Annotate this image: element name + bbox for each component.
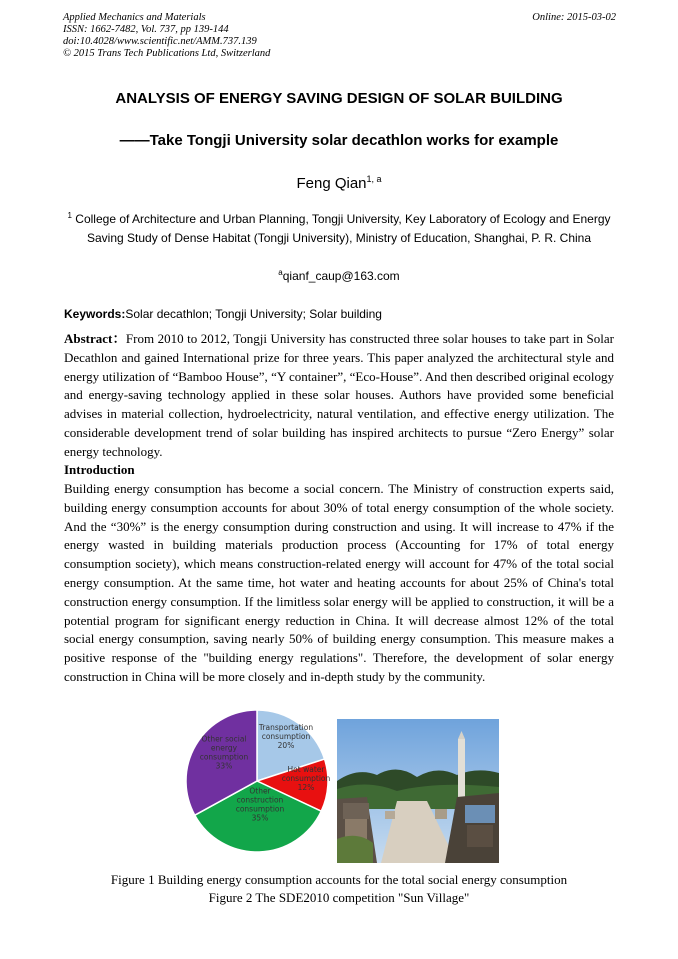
journal-name: Applied Mechanics and Materials xyxy=(63,12,206,23)
energy-pie-chart xyxy=(184,705,330,857)
email-text: qianf_caup@163.com xyxy=(282,269,400,283)
email-sup: a xyxy=(278,268,283,277)
keywords-label: Keywords: xyxy=(64,307,126,321)
abstract-label: Abstract： xyxy=(64,331,126,346)
email xyxy=(0,268,678,283)
affiliation-sup: 1 xyxy=(67,211,72,220)
affiliation-text: College of Architecture and Urban Planning, Tongji University, Key Laboratory of Ecology and Energy Saving Study of Dense Habitat (Tongji University), Ministry of Education, Shanghai, P. R. China xyxy=(75,212,611,245)
journal-header xyxy=(63,12,616,60)
introduction-text: Building energy consumption has become a social concern. The Ministry of construction experts said, building energy consumption accounts for about 30% of total energy consumption of the whole society. And the “30%” is the energy consumption during construction and using. It will increase to 47% if the energy wasted in building materials production process (Accounting for 17% of total energy consumption society), which means construction-related energy will account for 47% of the total social energy consumption. At the same time, hot water and heating accounts for about 25% of China's total construction energy consumption. If the limitless solar energy will be applied to construction, it will be a potential program for significant energy reduction in China. It will decrease almost 12% of the total social energy consumption, saving nearly 50% of building energy consumption. This measure makes a positive response of the "building energy regulations". Therefore, the development of solar energy construction in China will be more closely and in-depth study by the community. xyxy=(64,481,614,684)
author-name: Feng Qian xyxy=(296,175,367,192)
issn: ISSN: 1662-7482, Vol. 737, pp 139-144 xyxy=(63,24,229,35)
keywords-text: Solar decathlon; Tongji University; Solar building xyxy=(125,307,382,321)
pie-label-3: Other social energy consumption 33% xyxy=(199,734,249,771)
abstract xyxy=(64,330,614,462)
figure-1-caption: Figure 1 Building energy consumption accounts for the total social energy consumption xyxy=(110,872,568,887)
author xyxy=(0,174,678,192)
introduction-heading: Introduction xyxy=(64,462,135,477)
affiliation xyxy=(66,207,612,247)
copyright: © 2015 Trans Tech Publications Ltd, Switzerland xyxy=(63,48,271,59)
pie-label-1: Hot water consumption 12% xyxy=(281,765,330,792)
pie-label-0: Transportation consumption 20% xyxy=(258,723,314,750)
paper-title: ANALYSIS OF ENERGY SAVING DESIGN OF SOLAR BUILDING xyxy=(115,90,563,107)
paper-subtitle: ——Take Tongji University solar decathlon works for example xyxy=(119,132,559,149)
pie-label-2: Other construction consumption 35% xyxy=(235,786,285,823)
abstract-text: From 2010 to 2012, Tongji University has constructed three solar houses to take part in Solar Decathlon and gained International prize for three years. This paper analyzed the architectural style and energy utilization of “Bamboo House”, “Y container”, “Eco-House”. And then described original ecology and energy-saving technology applied in these solar houses. Authors have provided some beneficial advises in material collection, hydroelectricity, natural ventilation, and effective energy utilization. The considerable development trend of solar building has inspired architects to pursue “Zero Energy” solar energy technology. xyxy=(64,331,614,459)
doi: doi:10.4028/www.scientific.net/AMM.737.139 xyxy=(63,36,257,47)
sun-village-photo xyxy=(337,719,499,863)
author-sup: 1, a xyxy=(366,174,382,184)
figure-2-caption: Figure 2 The SDE2010 competition "Sun Village" xyxy=(208,890,470,905)
online-date: Online: 2015-03-02 xyxy=(532,12,616,23)
keywords xyxy=(64,307,382,321)
